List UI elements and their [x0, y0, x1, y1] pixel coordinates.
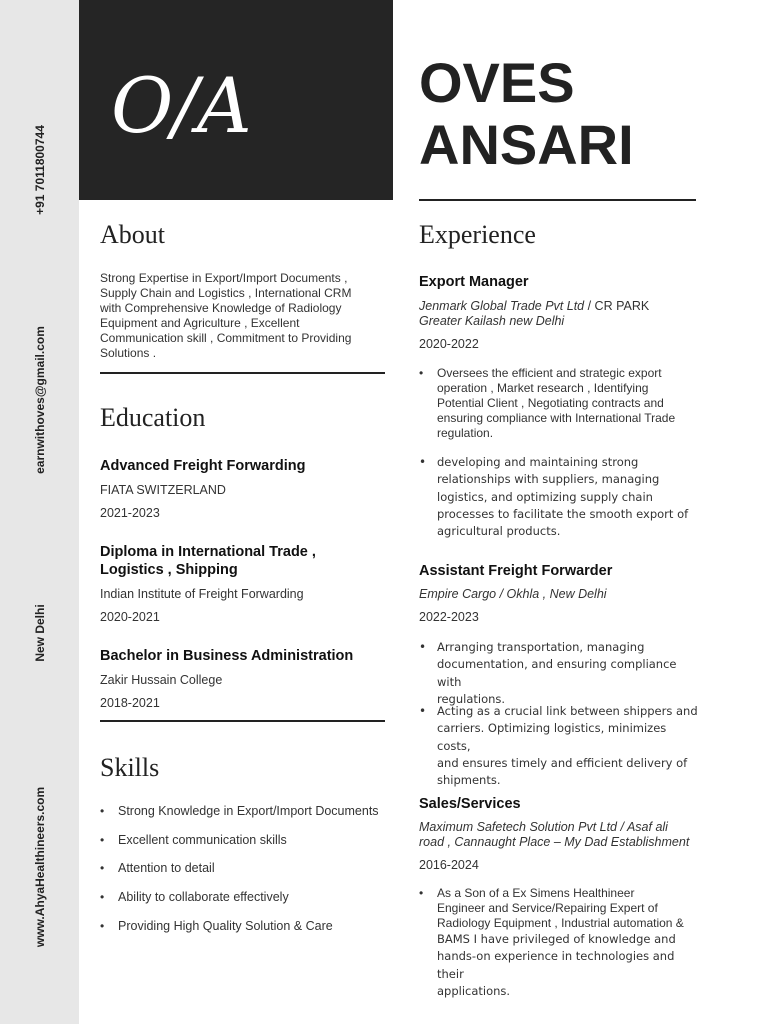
bullet-line: and ensures timely and efficient delivery of — [437, 755, 688, 770]
about-line: Communication skill , Commitment to Providing — [100, 331, 352, 345]
bullet-line: BAMS I have privileged of knowledge and — [437, 932, 676, 946]
education-degree: Bachelor in Business Administration — [100, 648, 354, 664]
skill-item: • Attention to detail — [100, 860, 379, 889]
bullet-line: Potential Client , Negotiating contracts and — [437, 396, 664, 410]
about-line: Equipment and Agriculture , Excellent — [100, 316, 300, 330]
education-degree-line: Diploma in International Trade , — [100, 544, 316, 560]
location: New Delhi — [33, 604, 47, 662]
job-role: Sales/Services — [419, 796, 521, 812]
job-bullet — [419, 454, 699, 540]
bullet-line: logistics, and optimizing supply chain — [437, 489, 653, 504]
company-line: Maximum Safetech Solution Pvt Ltd / Asaf ali — [419, 820, 668, 834]
education-degree — [100, 543, 316, 579]
about-line: Strong Expertise in Export/Import Documents , — [100, 271, 348, 285]
bullet-line: Engineer and Service/Repairing Expert of — [437, 901, 658, 915]
skill-item: • Ability to collaborate effectively — [100, 889, 379, 918]
candidate-name — [419, 52, 634, 176]
experience-heading: Experience — [419, 220, 536, 249]
bullet-line: • Acting as a crucial link between shippers and — [437, 704, 698, 718]
bullet-line: agricultural products. — [437, 524, 561, 539]
about-line: Solutions . — [100, 346, 157, 360]
job-bullet — [419, 886, 704, 1000]
skill-item: • Strong Knowledge in Export/Import Documents — [100, 803, 379, 832]
bullet-line: hands-on experience in technologies and their — [437, 949, 675, 981]
education-degree: Advanced Freight Forwarding — [100, 458, 306, 474]
bullet-line: • Arranging transportation, managing — [437, 640, 645, 654]
job-bullet — [419, 366, 699, 441]
job-bullets — [419, 639, 699, 708]
phone-number[interactable]: +91 7011800744 — [33, 125, 47, 215]
bullet-line: applications. — [437, 983, 511, 998]
skills-heading: Skills — [100, 753, 160, 782]
education-degree-line: Logistics , Shipping — [100, 562, 238, 578]
job-bullets — [419, 366, 699, 441]
job-years: 2022-2023 — [419, 610, 479, 624]
bullet-line: • Oversees the efficient and strategic export — [437, 366, 662, 380]
education-institution: Indian Institute of Freight Forwarding — [100, 587, 304, 601]
job-role: Assistant Freight Forwarder — [419, 563, 613, 579]
education-years: 2018-2021 — [100, 696, 160, 710]
company-name: Jenmark Global Trade Pvt Ltd — [419, 299, 585, 313]
about-line: with Comprehensive Knowledge of Radiology — [100, 301, 342, 315]
bullet-line: regulations. — [437, 691, 506, 706]
education-years: 2021-2023 — [100, 506, 160, 520]
skills-list — [100, 803, 379, 946]
bullet-line: processes to facilitate the smooth export of — [437, 506, 689, 521]
bullet-line: carriers. Optimizing logistics, minimizes costs, — [437, 721, 667, 753]
skill-item: • Providing High Quality Solution & Care — [100, 918, 379, 947]
job-bullets — [419, 703, 699, 789]
education-divider — [100, 720, 385, 722]
bullet-line: Radiology Equipment , Industrial automation & — [437, 916, 684, 930]
name-divider — [419, 199, 696, 201]
website-link[interactable]: www.AhyaHealthineers.com — [33, 786, 47, 948]
job-bullets — [419, 886, 704, 1000]
monogram: O/A — [111, 61, 251, 150]
bullet-line: operation , Market research , Identifying — [437, 381, 649, 395]
about-text — [100, 271, 390, 361]
job-role: Export Manager — [419, 274, 529, 290]
job-bullets — [419, 454, 699, 540]
email-address[interactable]: earnwithoves@gmail.com — [33, 326, 47, 474]
company-location-line: Greater Kailash new Delhi — [419, 314, 565, 328]
bullet-line: relationships with suppliers, managing — [437, 472, 660, 487]
last-name: ANSARI — [419, 113, 634, 176]
bullet-line: documentation, and ensuring compliance with — [437, 657, 677, 689]
skill-item: • Excellent communication skills — [100, 832, 379, 861]
job-years: 2016-2024 — [419, 858, 479, 872]
bullet-line: shipments. — [437, 773, 501, 788]
job-bullet — [419, 639, 699, 708]
job-bullet — [419, 703, 699, 789]
job-company — [419, 299, 649, 329]
bullet-line: regulation. — [437, 426, 494, 440]
company-location: / CR PARK — [584, 299, 650, 313]
job-company — [419, 820, 689, 850]
about-divider — [100, 372, 385, 374]
company-line: road , Cannaught Place – My Dad Establishment — [419, 835, 690, 849]
bullet-line: • developing and maintaining strong — [437, 455, 639, 469]
job-company: Empire Cargo / Okhla , New Delhi — [419, 587, 607, 601]
first-name: OVES — [419, 51, 575, 114]
bullet-line: • As a Son of a Ex Simens Healthineer — [437, 886, 635, 900]
education-years: 2020-2021 — [100, 610, 160, 624]
education-institution: Zakir Hussain College — [100, 673, 223, 687]
monogram-block — [79, 0, 393, 200]
education-institution: FIATA SWITZERLAND — [100, 483, 226, 497]
education-heading: Education — [100, 403, 206, 432]
about-line: Supply Chain and Logistics , International CRM — [100, 286, 352, 300]
bullet-line: ensuring compliance with International Trade — [437, 411, 676, 425]
about-heading: About — [100, 220, 165, 249]
job-years: 2020-2022 — [419, 337, 479, 351]
